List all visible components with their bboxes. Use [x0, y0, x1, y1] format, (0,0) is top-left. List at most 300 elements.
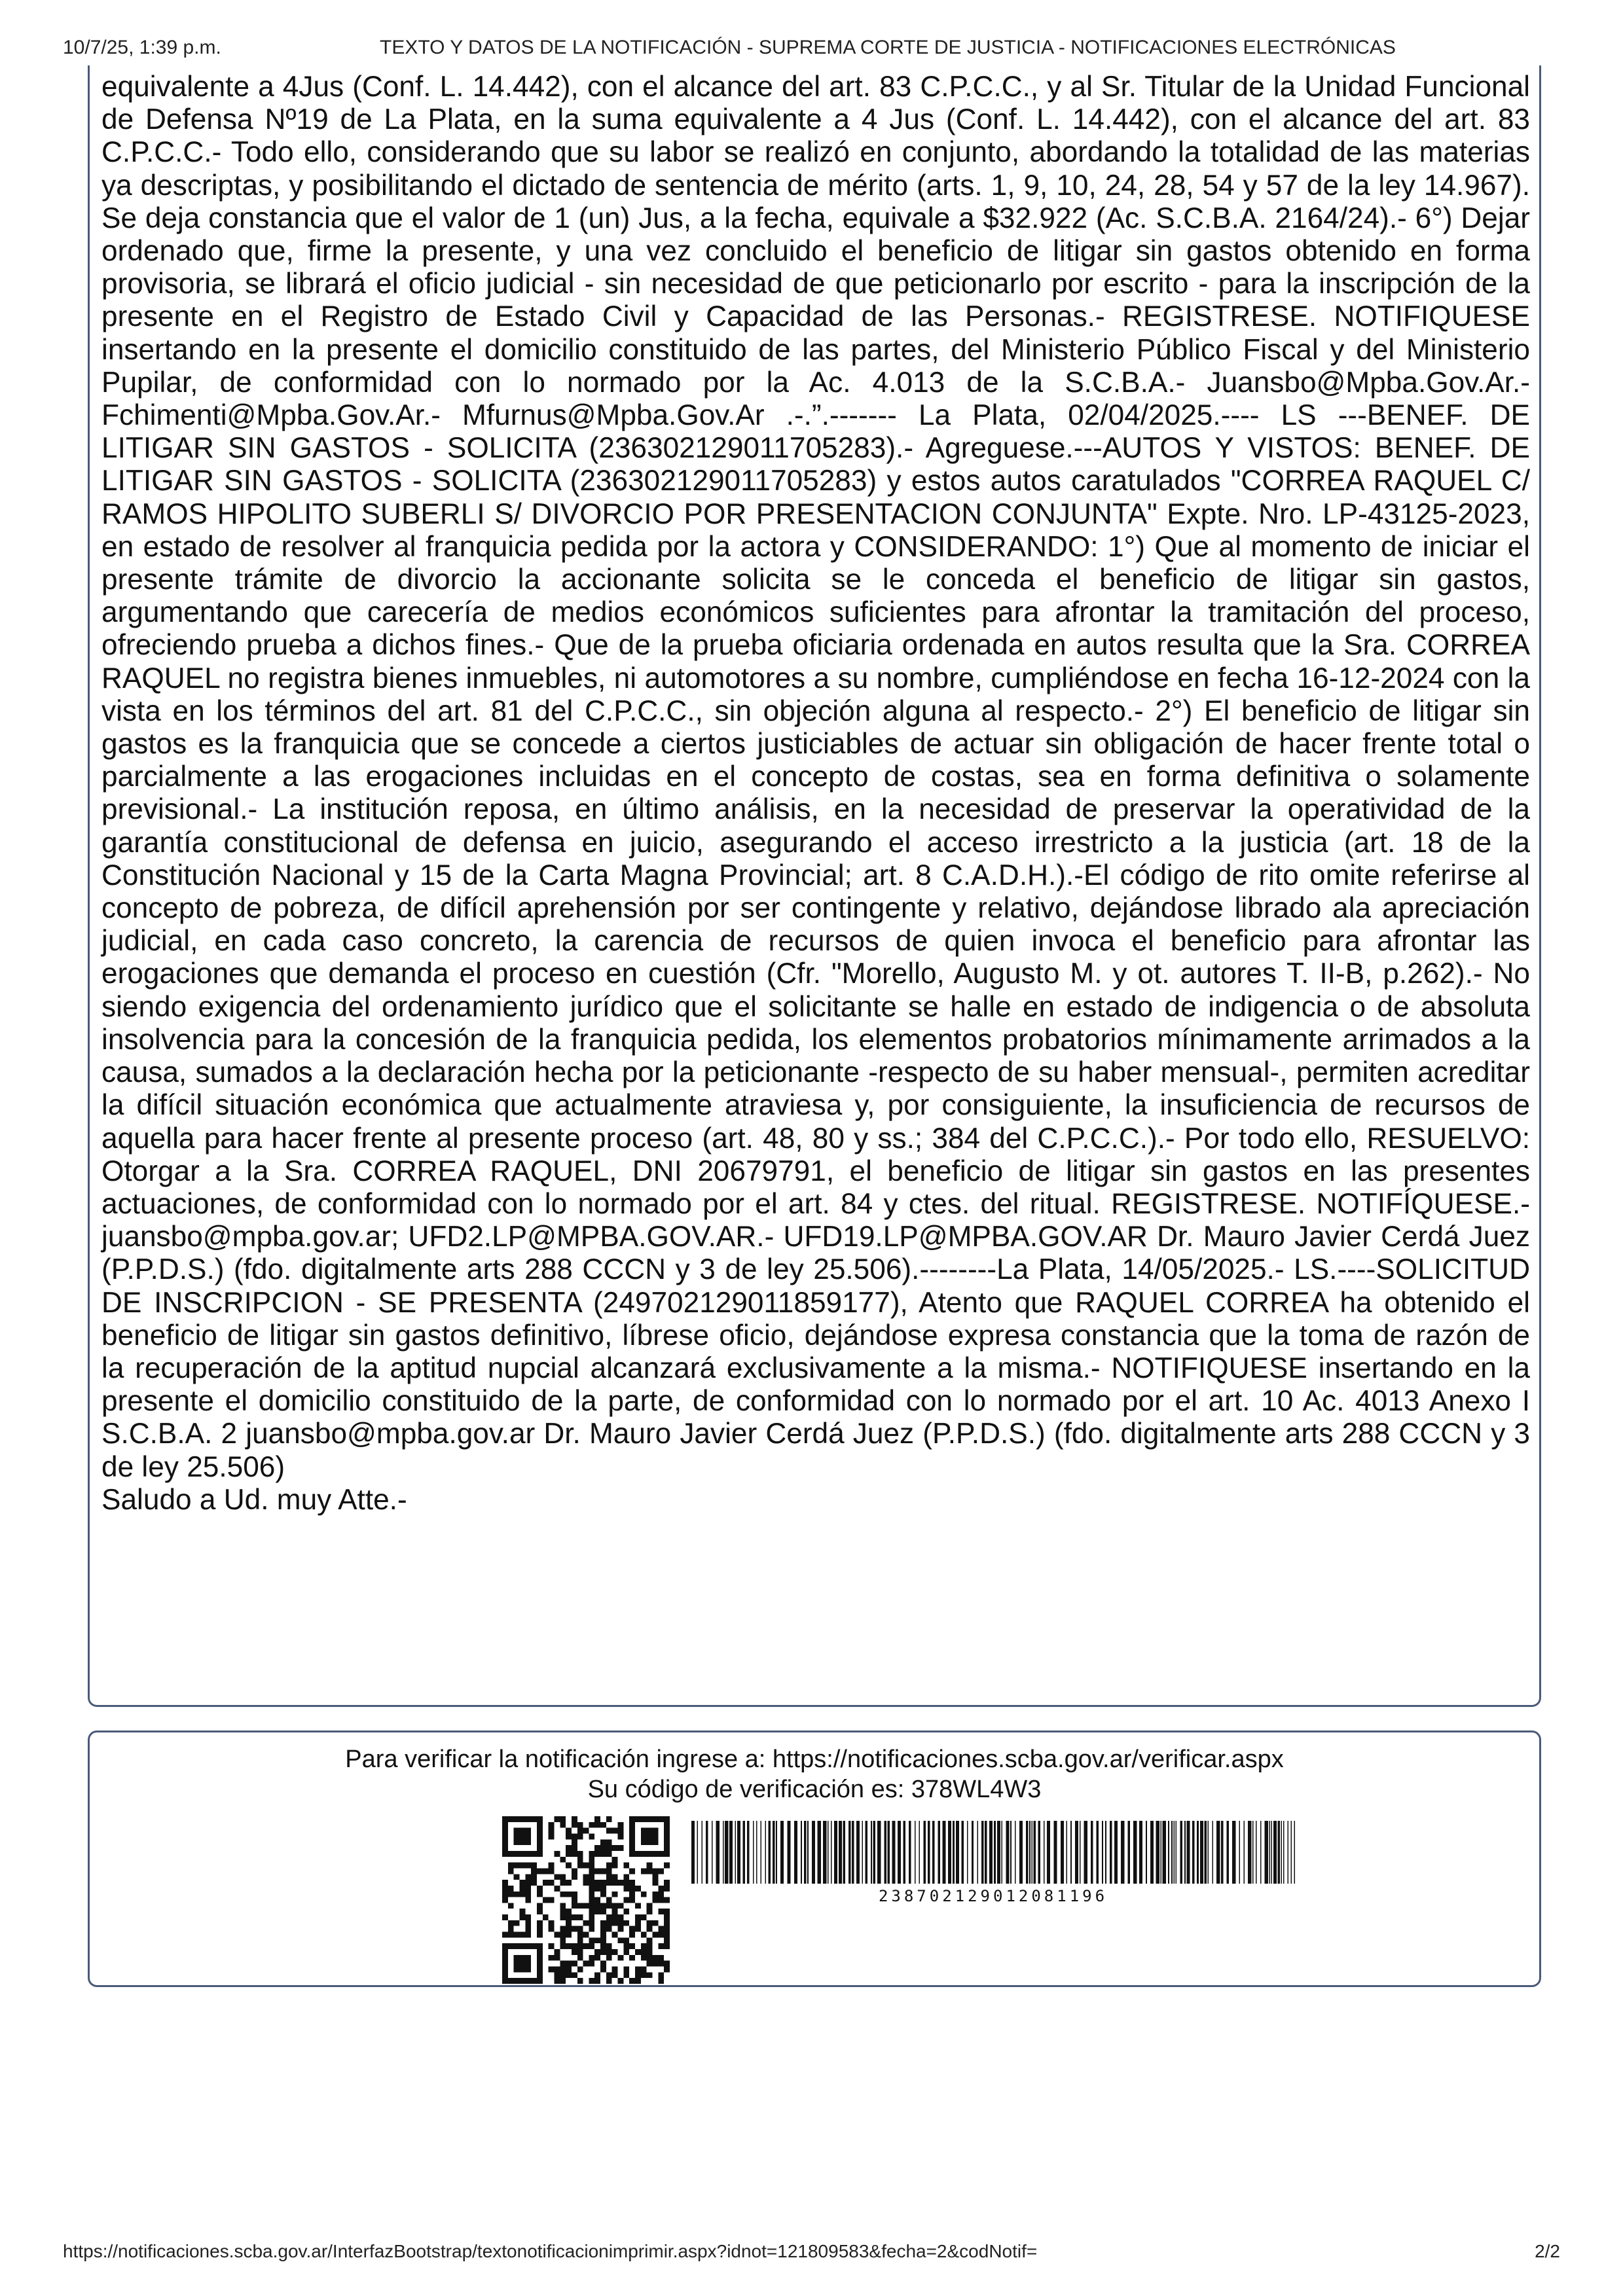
- qr-module: [641, 1851, 647, 1857]
- qr-module: [664, 1816, 670, 1822]
- qr-module: [653, 1833, 659, 1839]
- qr-module: [600, 1920, 606, 1926]
- barcode-bar: [1002, 1821, 1003, 1884]
- qr-module: [525, 1978, 531, 1984]
- qr-module: [514, 1874, 520, 1880]
- qr-module: [577, 1926, 583, 1932]
- qr-module: [572, 1892, 577, 1897]
- qr-module: [543, 1914, 549, 1920]
- qr-module: [577, 1833, 583, 1839]
- barcode-bar: [977, 1821, 978, 1884]
- qr-module: [612, 1967, 618, 1973]
- qr-module: [554, 1874, 560, 1880]
- qr-module: [519, 1851, 525, 1857]
- qr-module: [560, 1880, 566, 1886]
- qr-module: [543, 1868, 549, 1874]
- qr-module: [606, 1816, 612, 1822]
- barcode-bar: [928, 1821, 930, 1884]
- qr-module: [664, 1833, 670, 1839]
- qr-module: [519, 1816, 525, 1822]
- qr-module: [589, 1943, 594, 1949]
- qr-module: [594, 1822, 600, 1828]
- qr-module: [560, 1978, 566, 1984]
- print-date: 10/7/25, 1:39 p.m.: [63, 37, 221, 58]
- qr-module: [554, 1972, 560, 1978]
- qr-module: [629, 1833, 635, 1839]
- qr-module: [641, 1955, 647, 1961]
- qr-module: [577, 1863, 583, 1869]
- qr-module: [623, 1886, 629, 1892]
- qr-module: [589, 1937, 594, 1943]
- barcode-bar: [1031, 1821, 1032, 1884]
- barcode-bar: [761, 1821, 762, 1884]
- qr-module: [577, 1967, 583, 1973]
- qr-module: [589, 1857, 594, 1863]
- qr-module: [537, 1978, 543, 1984]
- qr-module: [560, 1967, 566, 1973]
- qr-module: [629, 1932, 635, 1938]
- barcode-bar: [716, 1821, 720, 1884]
- qr-module: [606, 1943, 612, 1949]
- qr-module: [641, 1949, 647, 1955]
- barcode-bar: [1044, 1821, 1045, 1884]
- qr-module: [589, 1909, 594, 1914]
- print-header: [63, 37, 1560, 65]
- qr-module: [653, 1955, 659, 1961]
- qr-module: [647, 1816, 653, 1822]
- qr-module: [537, 1961, 543, 1967]
- qr-module: [594, 1972, 600, 1978]
- qr-module: [647, 1868, 653, 1874]
- qr-module: [525, 1943, 531, 1949]
- qr-module: [629, 1926, 635, 1932]
- qr-module: [664, 1886, 670, 1892]
- qr-module: [653, 1868, 659, 1874]
- qr-module: [583, 1943, 589, 1949]
- qr-module: [543, 1897, 549, 1903]
- qr-module: [554, 1949, 560, 1955]
- qr-module: [531, 1874, 537, 1880]
- qr-module: [589, 1920, 594, 1926]
- qr-module: [629, 1839, 635, 1845]
- barcode-bar: [1102, 1821, 1103, 1884]
- qr-module: [594, 1955, 600, 1961]
- barcode-bar: [862, 1821, 864, 1884]
- qr-module: [589, 1833, 594, 1839]
- qr-module: [658, 1886, 664, 1892]
- qr-module: [566, 1863, 572, 1869]
- barcode-bar: [1121, 1821, 1124, 1884]
- barcode-bar: [737, 1821, 740, 1884]
- qr-module: [572, 1822, 577, 1828]
- qr-module: [641, 1833, 647, 1839]
- qr-module: [594, 1978, 600, 1984]
- qr-module: [577, 1978, 583, 1984]
- qr-module: [560, 1822, 566, 1828]
- qr-module: [589, 1868, 594, 1874]
- qr-module: [623, 1863, 629, 1869]
- barcode-bar: [1163, 1821, 1166, 1884]
- qr-module: [560, 1909, 566, 1914]
- barcode-bar: [938, 1821, 940, 1884]
- qr-module: [606, 1880, 612, 1886]
- qr-module: [572, 1943, 577, 1949]
- qr-module: [572, 1897, 577, 1903]
- barcode-bar: [776, 1821, 777, 1884]
- qr-module: [658, 1892, 664, 1897]
- qr-module: [664, 1909, 670, 1914]
- qr-module: [647, 1903, 653, 1909]
- qr-module: [606, 1903, 612, 1909]
- print-title: TEXTO Y DATOS DE LA NOTIFICACIÓN - SUPREMA CORTE DE JUSTICIA - NOTIFICACIONES ELECTRÓNICAS: [380, 37, 1396, 58]
- barcode-bar: [961, 1821, 963, 1884]
- qr-module: [629, 1845, 635, 1851]
- qr-module: [537, 1949, 543, 1955]
- qr-module: [537, 1909, 543, 1914]
- qr-module: [549, 1828, 555, 1834]
- qr-module: [554, 1978, 560, 1984]
- qr-module: [618, 1914, 624, 1920]
- barcode-bar: [1080, 1821, 1081, 1884]
- barcode-bar: [1197, 1821, 1199, 1884]
- qr-module: [641, 1967, 647, 1973]
- barcode-bar: [801, 1821, 802, 1884]
- qr-module: [502, 1845, 508, 1851]
- notification-text-box: [88, 65, 1541, 1707]
- qr-module: [549, 1833, 555, 1839]
- qr-module: [508, 1892, 514, 1897]
- qr-module: [594, 1851, 600, 1857]
- qr-module: [629, 1880, 635, 1886]
- qr-module: [502, 1880, 508, 1886]
- barcode-bar: [923, 1821, 925, 1884]
- qr-module: [537, 1920, 543, 1926]
- barcode-bar: [1133, 1821, 1137, 1884]
- barcode-bar: [1205, 1821, 1207, 1884]
- qr-module: [647, 1926, 653, 1932]
- qr-module: [618, 1822, 624, 1828]
- qr-module: [594, 1937, 600, 1943]
- qr-module: [623, 1967, 629, 1973]
- barcode-bar: [1168, 1821, 1169, 1884]
- barcode-bar: [1160, 1821, 1161, 1884]
- qr-module: [600, 1909, 606, 1914]
- barcode-bar: [1084, 1821, 1087, 1884]
- barcode-bar: [1273, 1821, 1277, 1884]
- qr-module: [537, 1822, 543, 1828]
- qr-module: [647, 1961, 653, 1967]
- qr-module: [572, 1845, 577, 1851]
- qr-module: [664, 1863, 670, 1869]
- qr-module: [572, 1961, 577, 1967]
- qr-module: [514, 1828, 520, 1834]
- qr-module: [502, 1828, 508, 1834]
- qr-module: [519, 1967, 525, 1973]
- qr-module: [623, 1920, 629, 1926]
- barcode-bar: [706, 1821, 708, 1884]
- qr-module: [600, 1937, 606, 1943]
- qr-module: [629, 1868, 635, 1874]
- qr-module: [537, 1839, 543, 1845]
- qr-module: [554, 1886, 560, 1892]
- barcode-bar: [1192, 1821, 1194, 1884]
- qr-module: [508, 1943, 514, 1949]
- qr-module: [589, 1886, 594, 1892]
- barcode-bar: [818, 1821, 821, 1884]
- qr-module: [525, 1932, 531, 1938]
- qr-module: [653, 1892, 659, 1897]
- qr-module: [635, 1949, 641, 1955]
- qr-module: [589, 1961, 594, 1967]
- qr-module: [629, 1978, 635, 1984]
- barcode-bar: [843, 1821, 845, 1884]
- qr-module: [594, 1886, 600, 1892]
- qr-module: [664, 1851, 670, 1857]
- qr-module: [531, 1863, 537, 1869]
- barcode-bar: [997, 1821, 1000, 1884]
- qr-module: [554, 1932, 560, 1938]
- qr-module: [560, 1857, 566, 1863]
- qr-module: [612, 1903, 618, 1909]
- qr-module: [502, 1949, 508, 1955]
- barcode-bar: [1243, 1821, 1245, 1884]
- qr-module: [606, 1828, 612, 1834]
- qr-module: [572, 1914, 577, 1920]
- qr-module: [664, 1897, 670, 1903]
- qr-module: [629, 1822, 635, 1828]
- qr-module: [594, 1868, 600, 1874]
- qr-module: [549, 1880, 555, 1886]
- qr-module: [618, 1880, 624, 1886]
- qr-module: [560, 1926, 566, 1932]
- barcode-bar: [1288, 1821, 1289, 1884]
- qr-module: [641, 1892, 647, 1897]
- qr-module: [572, 1926, 577, 1932]
- qr-module: [664, 1943, 670, 1949]
- barcode-bar: [1294, 1821, 1295, 1884]
- qr-module: [664, 1822, 670, 1828]
- qr-module: [583, 1863, 589, 1869]
- qr-module: [583, 1961, 589, 1967]
- closing-salutation: Saludo a Ud. muy Atte.-: [101, 1483, 407, 1516]
- barcode-bar: [831, 1821, 832, 1884]
- qr-module: [664, 1914, 670, 1920]
- qr-module: [583, 1932, 589, 1938]
- qr-module: [549, 1868, 555, 1874]
- barcode-number: 238702129012081196: [878, 1887, 1108, 1905]
- qr-module: [572, 1903, 577, 1909]
- qr-module: [647, 1943, 653, 1949]
- qr-module: [566, 1932, 572, 1938]
- qr-module: [537, 1903, 543, 1909]
- qr-module: [525, 1914, 531, 1920]
- qr-module: [537, 1816, 543, 1822]
- barcode-bar: [1200, 1821, 1203, 1884]
- qr-module: [658, 1978, 664, 1984]
- barcode-bar: [725, 1821, 728, 1884]
- barcode-bar: [1281, 1821, 1283, 1884]
- qr-module: [514, 1920, 520, 1926]
- qr-module: [549, 1967, 555, 1973]
- qr-module: [502, 1955, 508, 1961]
- qr-module: [525, 1874, 531, 1880]
- qr-module: [572, 1949, 577, 1955]
- barcode-bar: [742, 1821, 744, 1884]
- qr-module: [525, 1851, 531, 1857]
- qr-module: [508, 1851, 514, 1857]
- barcode-bar: [942, 1821, 945, 1884]
- barcode-bar: [877, 1821, 881, 1884]
- qr-module: [618, 1926, 624, 1932]
- barcode-bar: [1208, 1821, 1209, 1884]
- qr-module: [519, 1892, 525, 1897]
- qr-module: [514, 1978, 520, 1984]
- qr-module: [600, 1926, 606, 1932]
- qr-module: [623, 1909, 629, 1914]
- qr-module: [618, 1978, 624, 1984]
- barcode-bar: [956, 1821, 959, 1884]
- qr-module: [537, 1851, 543, 1857]
- qr-module: [502, 1839, 508, 1845]
- qr-module: [618, 1828, 624, 1834]
- qr-module: [589, 1978, 594, 1984]
- qr-module: [618, 1903, 624, 1909]
- barcode-bar: [701, 1821, 702, 1884]
- barcode-bar: [1029, 1821, 1030, 1884]
- qr-module: [658, 1961, 664, 1967]
- qr-module: [502, 1967, 508, 1973]
- barcode-bar: [697, 1821, 699, 1884]
- qr-module: [618, 1955, 624, 1961]
- barcode-bar: [1110, 1821, 1112, 1884]
- qr-module: [600, 1943, 606, 1949]
- qr-module: [629, 1892, 635, 1897]
- barcode-bar: [932, 1821, 934, 1884]
- qr-module: [647, 1955, 653, 1961]
- qr-module: [549, 1955, 555, 1961]
- qr-module: [612, 1932, 618, 1938]
- qr-module: [560, 1937, 566, 1943]
- qr-module: [600, 1851, 606, 1857]
- qr-module: [519, 1978, 525, 1984]
- qr-module: [635, 1816, 641, 1822]
- qr-module: [641, 1943, 647, 1949]
- qr-module: [572, 1851, 577, 1857]
- barcode-bar: [953, 1821, 955, 1884]
- qr-module: [635, 1914, 641, 1920]
- barcode-bar: [909, 1821, 911, 1884]
- barcode-bar: [712, 1821, 713, 1884]
- qr-module: [537, 1833, 543, 1839]
- qr-module: [566, 1914, 572, 1920]
- qr-module: [606, 1839, 612, 1845]
- barcode-bar: [1173, 1821, 1175, 1884]
- qr-module: [612, 1857, 618, 1863]
- qr-module: [549, 1926, 555, 1932]
- qr-module: [537, 1972, 543, 1978]
- qr-module: [531, 1978, 537, 1984]
- qr-module: [519, 1961, 525, 1967]
- barcode-bar: [994, 1821, 996, 1884]
- qr-module: [635, 1926, 641, 1932]
- qr-module: [566, 1943, 572, 1949]
- barcode-bar: [1221, 1821, 1223, 1884]
- qr-module: [508, 1816, 514, 1822]
- barcode-bar: [1091, 1821, 1093, 1884]
- qr-module: [606, 1972, 612, 1978]
- qr-module: [641, 1816, 647, 1822]
- barcode-bar: [1053, 1821, 1057, 1884]
- qr-module: [572, 1816, 577, 1822]
- qr-module: [600, 1932, 606, 1938]
- qr-module: [572, 1833, 577, 1839]
- qr-module: [589, 1892, 594, 1897]
- qr-module: [641, 1868, 647, 1874]
- barcode-bar: [812, 1821, 815, 1884]
- barcode-bar: [1216, 1821, 1220, 1884]
- qr-module: [583, 1874, 589, 1880]
- qr-module: [600, 1903, 606, 1909]
- qr-module: [664, 1839, 670, 1845]
- qr-module: [514, 1967, 520, 1973]
- qr-module: [641, 1839, 647, 1845]
- qr-module: [560, 1816, 566, 1822]
- qr-module: [502, 1978, 508, 1984]
- qr-module: [629, 1828, 635, 1834]
- qr-module: [612, 1828, 618, 1834]
- barcode-bar: [873, 1821, 875, 1884]
- qr-module: [606, 1863, 612, 1869]
- qr-module: [502, 1943, 508, 1949]
- barcode: [689, 1821, 1298, 1884]
- qr-module: [612, 1914, 618, 1920]
- barcode-bar: [915, 1821, 916, 1884]
- barcode-bar: [1291, 1821, 1292, 1884]
- qr-module: [647, 1828, 653, 1834]
- qr-module: [664, 1932, 670, 1938]
- qr-module: [519, 1880, 525, 1886]
- verification-box: [88, 1731, 1541, 1987]
- qr-module: [664, 1920, 670, 1926]
- barcode-bar: [1176, 1821, 1177, 1884]
- qr-module: [653, 1851, 659, 1857]
- barcode-bar: [1105, 1821, 1106, 1884]
- page-number: 2/2: [1535, 2241, 1560, 2261]
- qr-module: [612, 1880, 618, 1886]
- barcode-bar: [1075, 1821, 1078, 1884]
- qr-module: [589, 1851, 594, 1857]
- barcode-bar: [1260, 1821, 1262, 1884]
- barcode-bar: [884, 1821, 886, 1884]
- qr-module: [600, 1880, 606, 1886]
- qr-module: [537, 1926, 543, 1932]
- qr-module: [560, 1972, 566, 1978]
- qr-module: [525, 1897, 531, 1903]
- qr-module: [531, 1943, 537, 1949]
- qr-module: [623, 1874, 629, 1880]
- qr-module: [525, 1816, 531, 1822]
- qr-module: [606, 1920, 612, 1926]
- qr-module: [525, 1863, 531, 1869]
- qr-module: [629, 1851, 635, 1857]
- barcode-bar: [735, 1821, 737, 1884]
- qr-module: [566, 1880, 572, 1886]
- qr-module: [658, 1897, 664, 1903]
- qr-module: [635, 1972, 641, 1978]
- qr-module: [554, 1955, 560, 1961]
- qr-module: [612, 1920, 618, 1926]
- qr-module: [594, 1909, 600, 1914]
